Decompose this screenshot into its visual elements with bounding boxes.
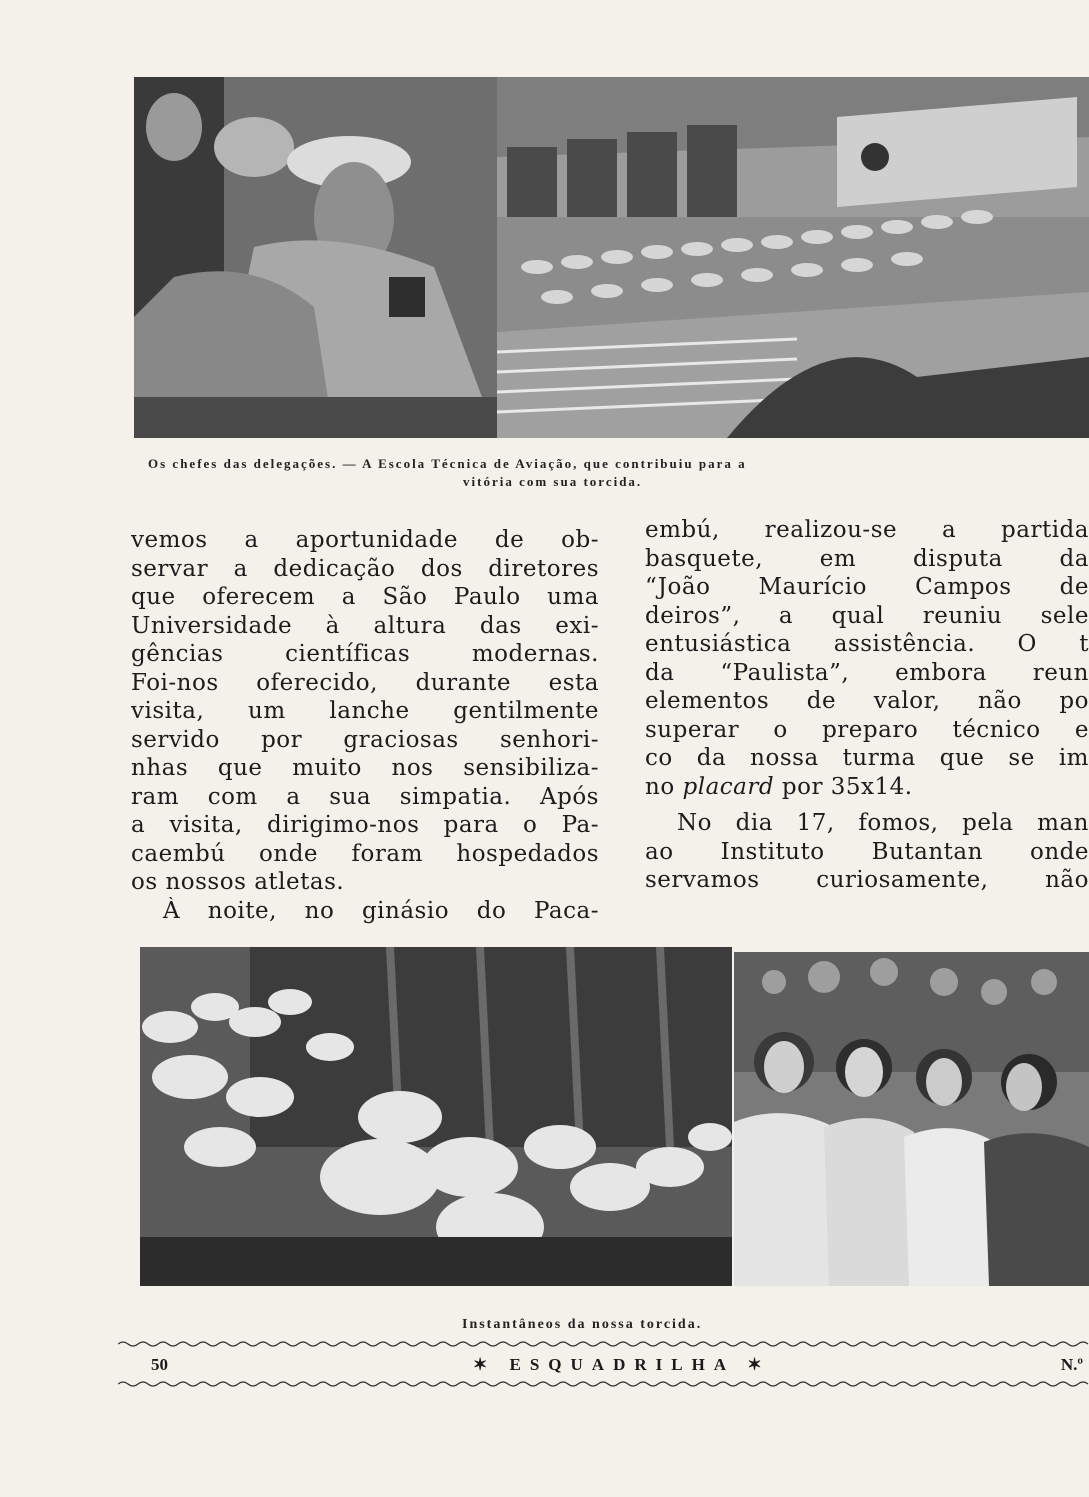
text-line: ram com a sua simpatia. Após [131,783,599,810]
text-line: que oferecem a São Paulo uma [131,584,599,610]
text-line [645,773,1089,802]
magazine-title: ✶ ESQUADRILHA ✶ [473,1355,771,1374]
text-line: Universidade à altura das exi- [131,612,599,639]
text-line: elementos de valor, não po [645,688,1089,714]
issue-label: N.º [1060,1355,1083,1374]
footer-row [118,1352,1089,1378]
text-line: servar a dedicação dos diretores [131,555,599,582]
text-line: entusiástica assistência. O t [645,631,1089,657]
text-line: os nossos atletas. [131,869,345,895]
text-line: Foi-nos oferecido, durante esta [131,669,599,696]
photo-women-spectators [734,952,1089,1286]
text-line: servido por graciosas senhori- [131,726,599,753]
page-footer [118,1340,1089,1392]
article-left-column [131,526,599,925]
text-line: visita, um lanche gentilmente [131,698,599,724]
top-caption-line2: vitória com sua torcida. [463,474,643,489]
page-number: 50 [151,1355,168,1374]
text-word: no [645,773,675,800]
text-line: vemos a aportunidade de ob- [131,527,599,553]
photo-aviation-school-stands [497,77,1089,438]
text-line: ao Instituto Butantan onde [645,838,1089,865]
italic-word: placard [682,773,775,800]
text-line: superar o preparo técnico e [645,716,1089,743]
photo-cadets-crowd [140,947,732,1286]
top-photo-caption [148,456,747,490]
text-line: nhas que muito nos sensibiliza- [131,755,599,781]
top-caption-line1: Os chefes das delegações. — A Escola Técnica de Aviação, que contribuiu para a [148,456,747,471]
text-line: gências científicas modernas. [131,641,599,667]
text-line: “João Maurício Campos de [645,574,1089,600]
text-line: embú, realizou-se a partida [645,517,1089,543]
footer-bottom-wave [118,1380,1089,1388]
text-line: da “Paulista”, embora reun [645,659,1089,686]
text-line: caembú onde foram hospedados [131,840,599,867]
text-line: À noite, no ginásio do Paca- [163,897,599,924]
text-word: por 35x14. [781,773,913,800]
bottom-photo-caption: Instantâneos da nossa torcida. [462,1317,703,1332]
text-line: deiros”, a qual reuniu sele [645,602,1089,629]
text-line: a visita, dirigimo-nos para o Pa- [131,812,599,838]
text-line: co da nossa turma que se im [645,745,1089,771]
article-right-column [645,516,1089,895]
footer-top-wave [118,1340,1089,1348]
text-line: basquete, em disputa da [645,545,1089,572]
text-line: No dia 17, fomos, pela man [677,810,1089,836]
text-line: servamos curiosamente, não [645,867,1089,893]
photo-delegation-chiefs [134,77,497,438]
